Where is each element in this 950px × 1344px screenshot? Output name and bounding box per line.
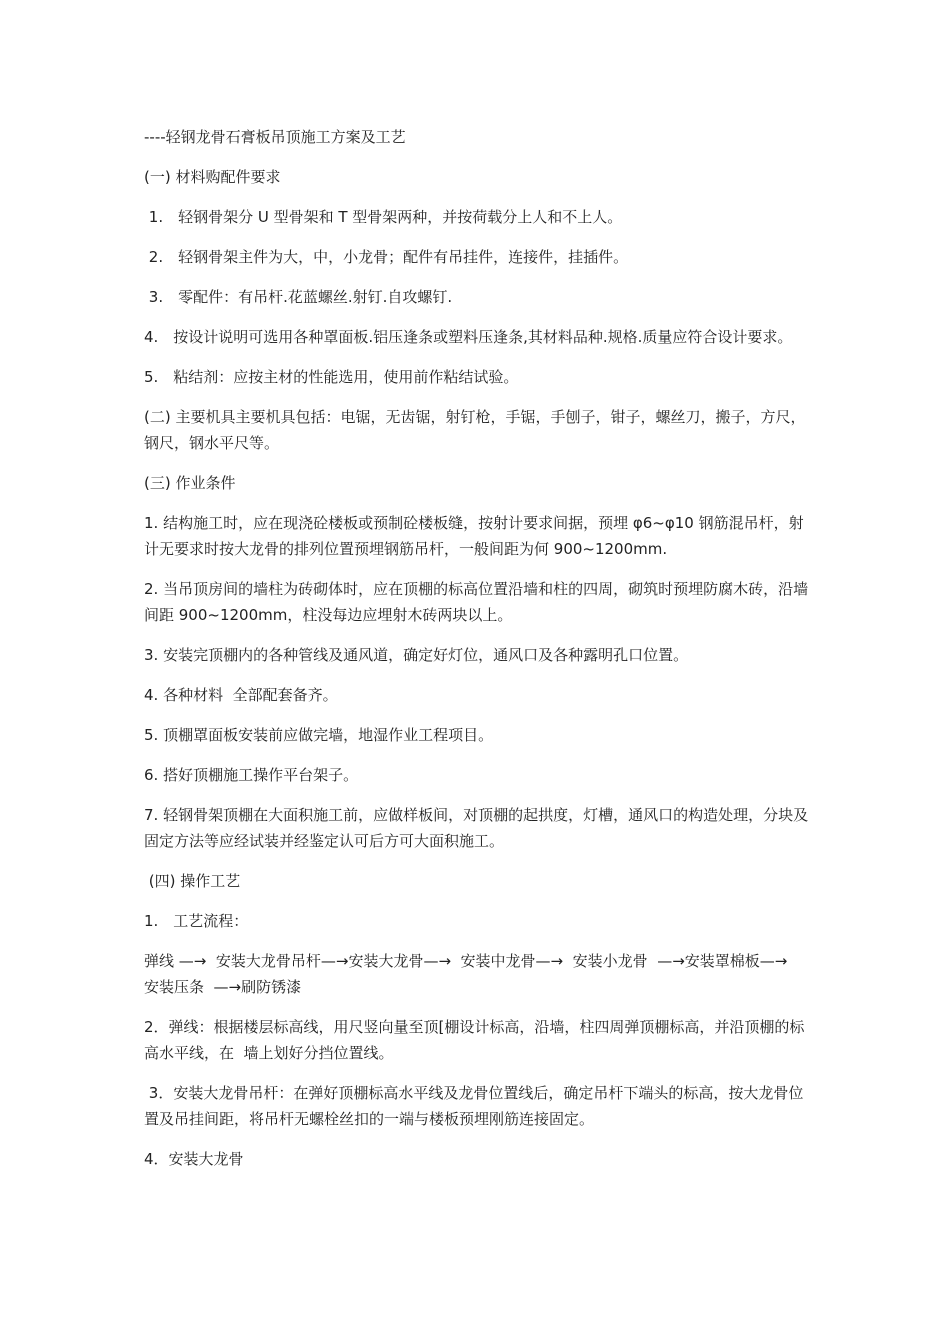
process-flow: 弹线 —→ 安装大龙骨吊杆—→安装大龙骨—→ 安装中龙骨—→ 安装小龙骨 —→安装罩棉板—→ 安装压条 —→刷防锈漆 (144, 952, 797, 996)
paragraph: 4．安装大龙骨 (144, 1150, 244, 1168)
paragraph: 3. 安装完顶棚内的各种管线及通风道，确定好灯位，通风口及各种露明孔口位置。 (144, 646, 689, 664)
paragraph: 1. 轻钢骨架分 U 型骨架和 T 型骨架两种，并按荷载分上人和不上人。 (144, 208, 623, 226)
document-title: ----轻钢龙骨石膏板吊顶施工方案及工艺 (144, 128, 406, 146)
paragraph: 4. 按设计说明可选用各种罩面板.铝压逢条或塑料压逢条,其材料品种.规格.质量应符合设计要求。 (144, 328, 793, 346)
paragraph: 1. 结构施工时，应在现浇砼楼板或预制砼楼板缝，按射计要求间据，预埋 φ6~φ10 钢筋混吊杆，射计无要求时按大龙骨的排列位置预埋钢筋吊杆，一般间距为何 900~1200mm. (144, 514, 804, 558)
paragraph: 3. 零配件：有吊杆.花蓝螺丝.射钉.自攻螺钉. (144, 288, 453, 306)
paragraph: 2. 当吊顶房间的墙柱为砖砌体时，应在顶棚的标高位置沿墙和柱的四周，砌筑时预埋防腐木砖，沿墙间距 900~1200mm，柱没每边应埋射木砖两块以上。 (144, 580, 809, 624)
section-heading-2: (二) 主要机具主要机具包括：电锯，无齿锯，射钉枪，手锯，手刨子，钳子，螺丝刀，搬子，方尺，钢尺，钢水平尺等。 (144, 408, 806, 452)
paragraph: 5. 顶棚罩面板安装前应做完墙，地湿作业工程项目。 (144, 726, 494, 744)
section-heading-3: (三) 作业条件 (144, 474, 236, 492)
paragraph: 1. 工艺流程： (144, 912, 249, 930)
paragraph: 4. 各种材料 全部配套备齐。 (144, 686, 338, 704)
section-heading-4: (四) 操作工艺 (144, 872, 241, 890)
paragraph: 2．弹线：根据楼层标高线，用尺竖向量至顶[棚设计标高，沿墙，柱四周弹顶棚标高，并沿顶棚的标高水平线，在 墙上划好分挡位置线。 (144, 1018, 805, 1062)
paragraph: 7. 轻钢骨架顶棚在大面积施工前，应做样板间，对顶棚的起拱度，灯槽，通风口的构造处理，分块及固定方法等应经试装并经鉴定认可后方可大面积施工。 (144, 806, 809, 850)
section-heading-1: (一) 材料购配件要求 (144, 168, 281, 186)
paragraph: 3．安装大龙骨吊杆：在弹好顶棚标高水平线及龙骨位置线后，确定吊杆下端头的标高，按大龙骨位置及吊挂间距，将吊杆无螺栓丝扣的一端与楼板预埋刚筋连接固定。 (144, 1084, 804, 1128)
document-page (144, 124, 810, 1186)
paragraph: 5. 粘结剂：应按主材的性能选用，使用前作粘结试验。 (144, 368, 519, 386)
paragraph: 2. 轻钢骨架主件为大，中，小龙骨；配件有吊挂件，连接件，挂插件。 (144, 248, 629, 266)
paragraph: 6. 搭好顶棚施工操作平台架子。 (144, 766, 359, 784)
